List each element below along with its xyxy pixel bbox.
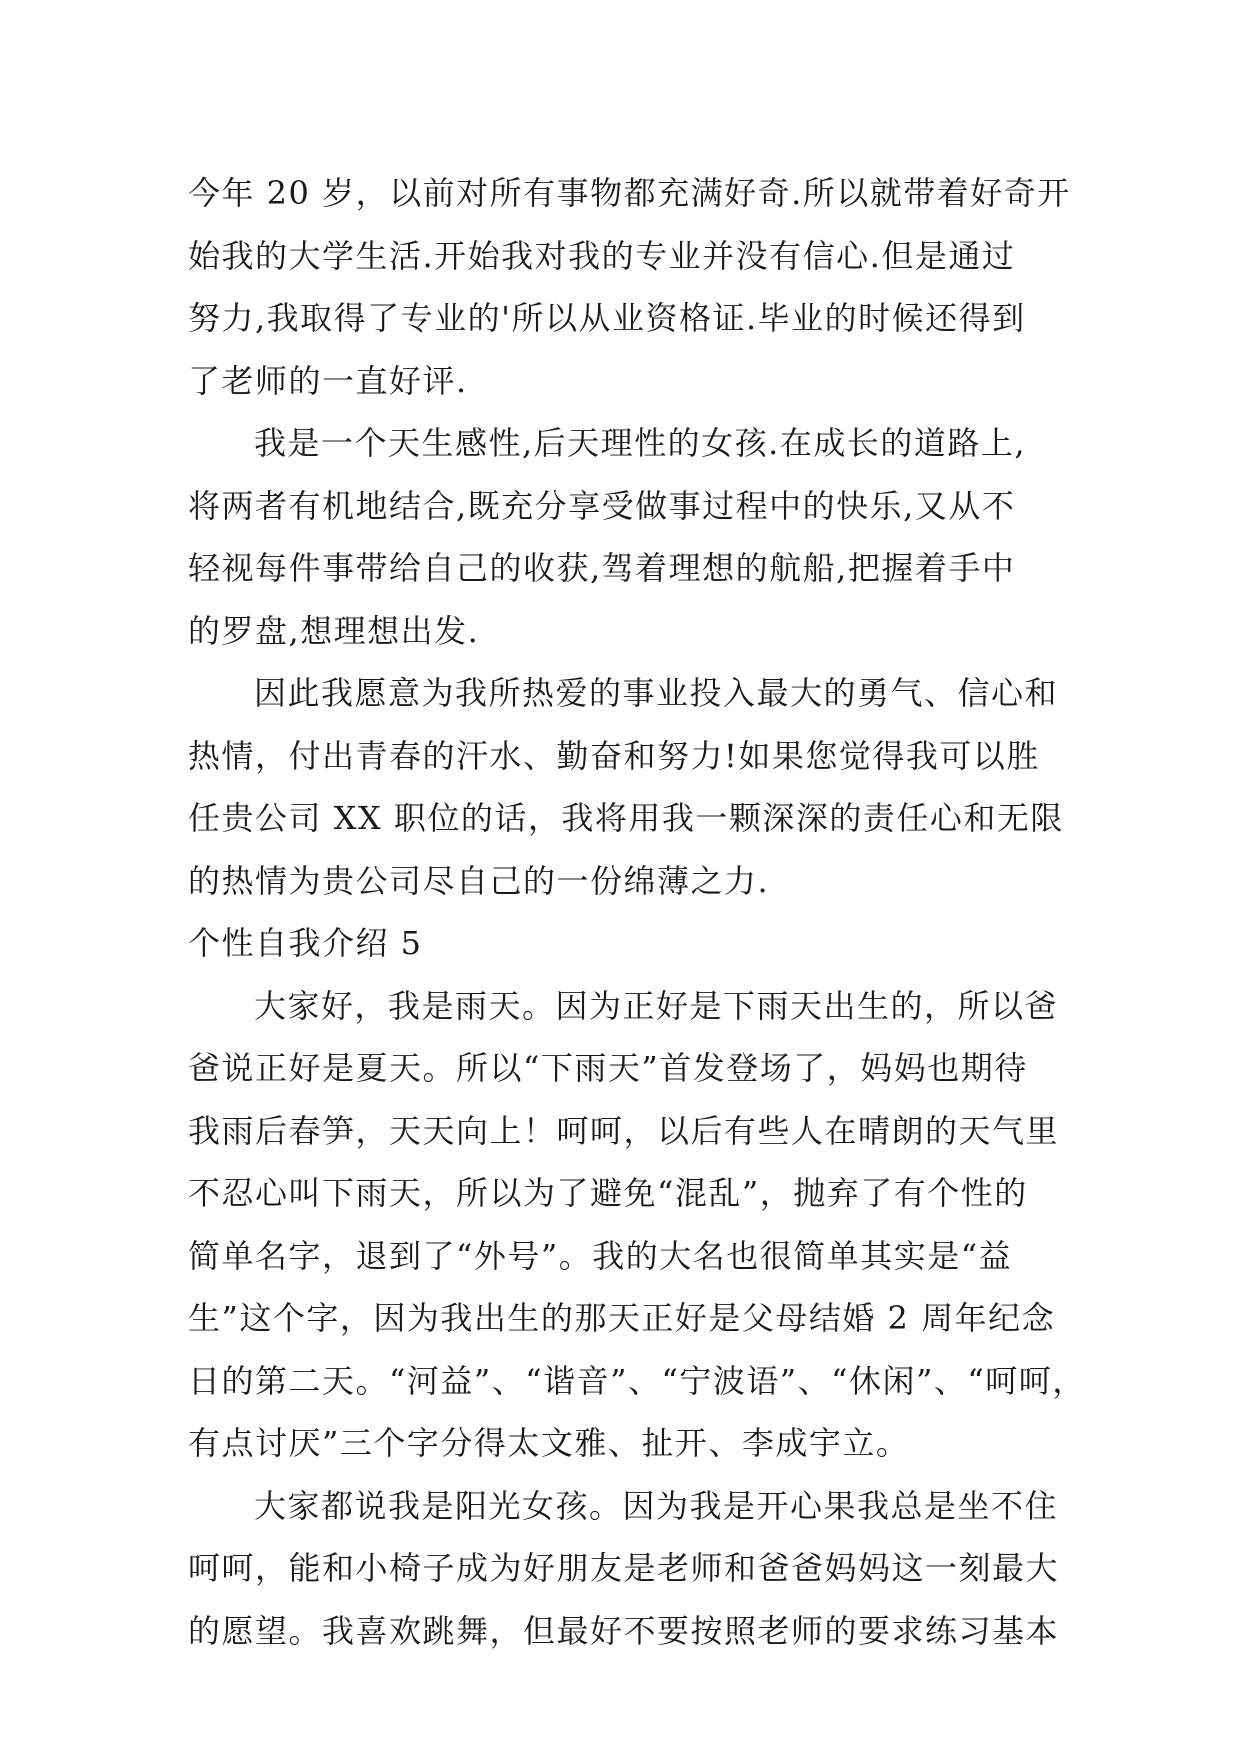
text-line: 今年 20 岁，以前对所有事物都充满好奇.所以就带着好奇开 xyxy=(188,174,1071,212)
text-line: 日的第二天。“河益”、“谐音”、“宁波语”、“休闲”、“呵呵， xyxy=(188,1361,1086,1400)
section-heading: 个性自我介绍 5 xyxy=(188,924,423,962)
text-line: 将两者有机地结合,既充分享受做事过程中的快乐,又从不 xyxy=(188,486,1016,525)
text-line: 我雨后春笋，天天向上！呵呵，以后有些人在晴朗的天气里 xyxy=(188,1111,1060,1150)
document-body xyxy=(188,162,1086,1662)
text-line: 的罗盘,想理想出发. xyxy=(188,611,480,650)
paragraph-first-line: 大家好，我是雨天。因为正好是下雨天出生的，所以爸 xyxy=(254,986,1059,1025)
text-line: 任贵公司 XX 职位的话，我将用我一颗深深的责任心和无限 xyxy=(188,799,1064,837)
paragraph-first-line: 因此我愿意为我所热爱的事业投入最大的勇气、信心和 xyxy=(254,674,1059,712)
text-line: 努力,我取得了专业的'所以从业资格证.毕业的时候还得到 xyxy=(188,299,1026,337)
text-line: 的愿望。我喜欢跳舞，但最好不要按照老师的要求练习基本 xyxy=(188,1611,1060,1650)
text-line: 呵呵，能和小椅子成为好朋友是老师和爸爸妈妈这一刻最大 xyxy=(188,1549,1060,1587)
text-line: 始我的大学生活.开始我对我的专业并没有信心.但是通过 xyxy=(188,236,1016,275)
text-line: 有点讨厌”三个字分得太文雅、扯开、李成宇立。 xyxy=(188,1424,910,1462)
text-line: 轻视每件事带给自己的收获,驾着理想的航船,把握着手中 xyxy=(188,549,1016,587)
text-line: 热情，付出青春的汗水、勤奋和努力!如果您觉得我可以胜 xyxy=(188,736,1040,775)
text-line: 生”这个字，因为我出生的那天正好是父母结婚 2 周年纪念 xyxy=(188,1299,1056,1337)
text-line: 简单名字，退到了“外号”。我的大名也很简单其实是“益 xyxy=(188,1236,1013,1275)
paragraph-first-line: 我是一个天生感性,后天理性的女孩.在成长的道路上, xyxy=(254,424,1027,462)
text-line: 了老师的一直好评. xyxy=(188,361,468,400)
text-line: 不忍心叫下雨天，所以为了避免“混乱”，抛弃了有个性的 xyxy=(188,1174,1028,1212)
text-line: 的热情为贵公司尽自己的一份绵薄之力. xyxy=(188,861,770,900)
text-line: 爸说正好是夏天。所以“下雨天”首发登场了，妈妈也期待 xyxy=(188,1049,1028,1087)
paragraph-first-line: 大家都说我是阳光女孩。因为我是开心果我总是坐不住 xyxy=(254,1486,1059,1525)
